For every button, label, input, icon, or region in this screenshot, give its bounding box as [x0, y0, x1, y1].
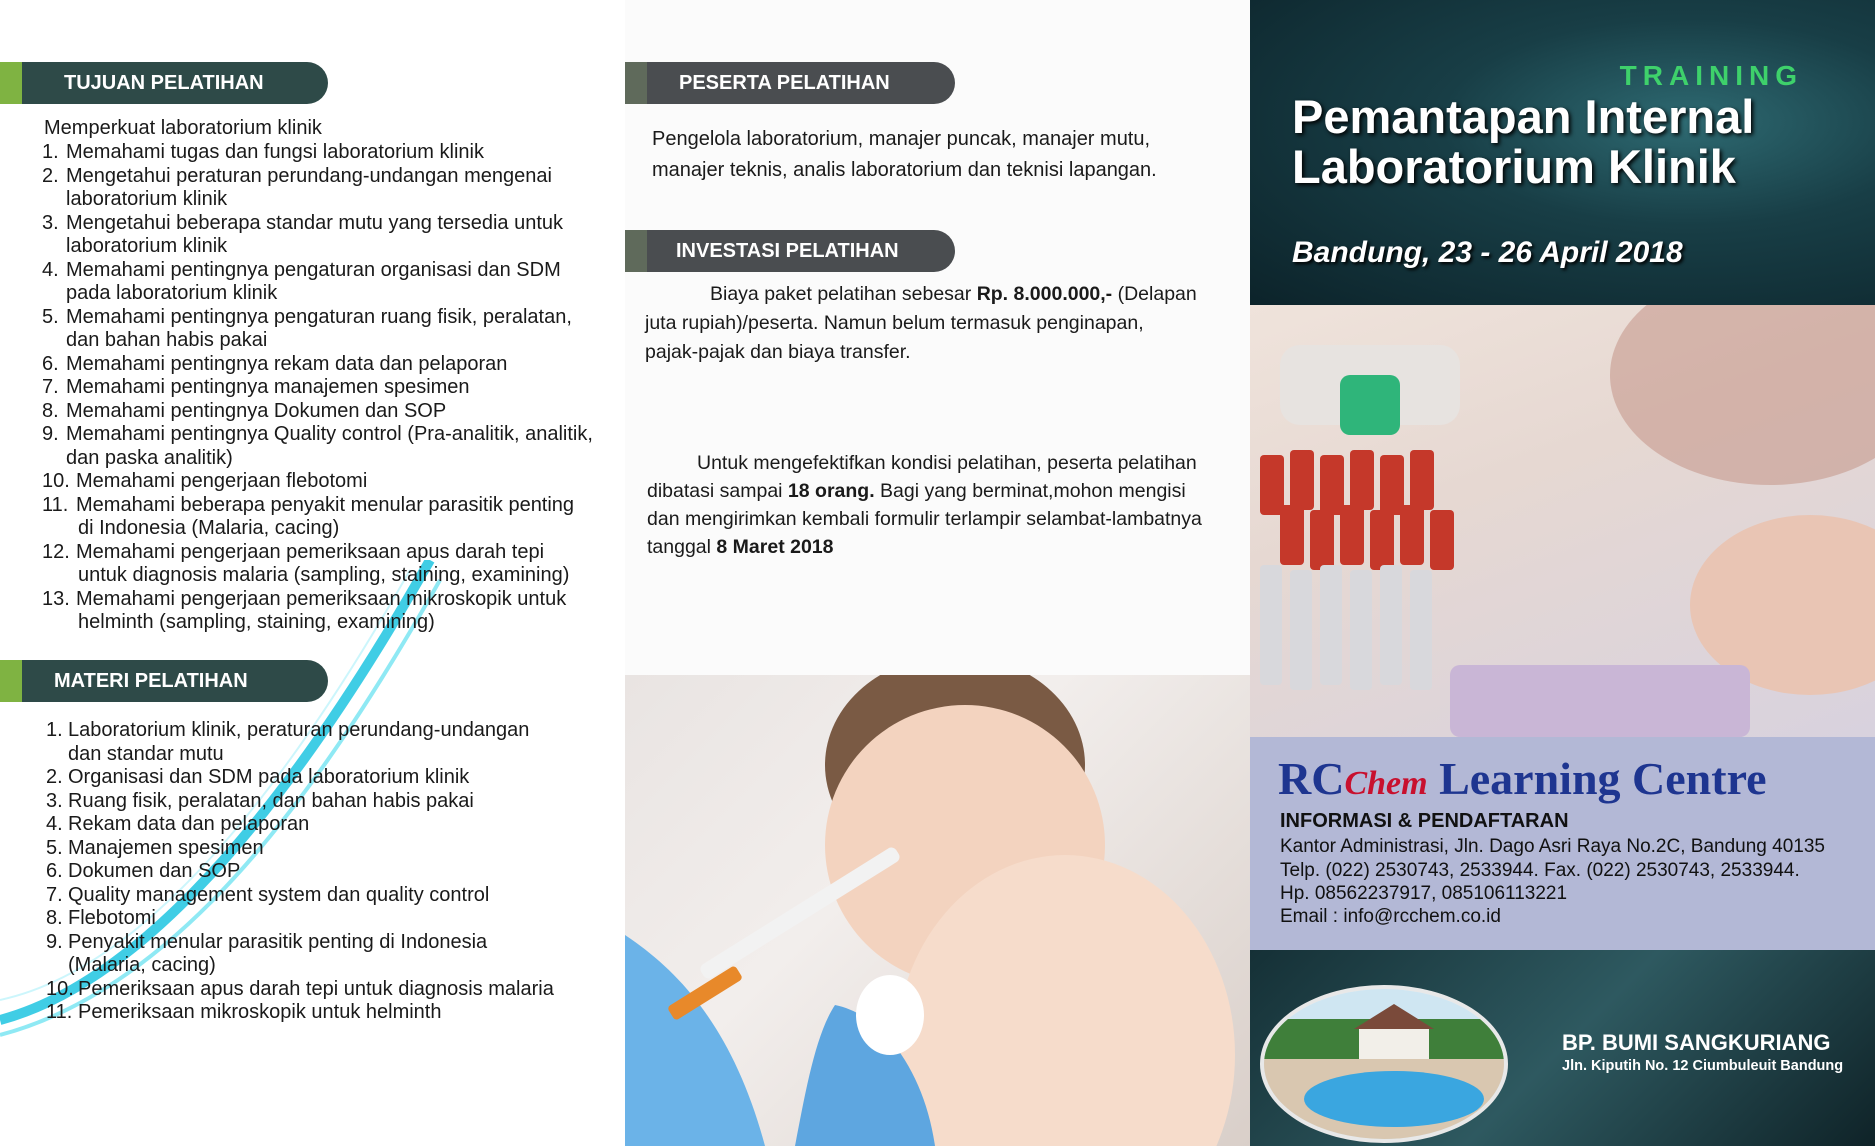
- list-item-text: Rekam data dan pelaporan: [68, 813, 310, 835]
- list-item-text: Quality management system dan quality control: [68, 883, 490, 906]
- list-item-number: 9.: [46, 930, 63, 953]
- info-phone: Telp. (022) 2530743, 2533944. Fax. (022) 2530743, 2533944.: [1280, 860, 1800, 881]
- list-item-number: 10.: [42, 470, 70, 492]
- list-item-text: Mengetahui beberapa standar mutu yang tersedia untuk: [66, 211, 564, 234]
- list-item-text: Manajemen spesimen: [68, 836, 264, 859]
- list-item-text: Memahami pengerjaan flebotomi: [76, 470, 368, 492]
- list-item-number: 11.: [42, 493, 69, 516]
- list-item-number: 3.: [42, 211, 59, 234]
- tab-stripe: [0, 62, 22, 104]
- tujuan-list: [42, 141, 622, 635]
- list-item-text: pada laboratorium klinik: [66, 282, 278, 304]
- materi-header: [0, 660, 328, 702]
- materi-list: [46, 719, 616, 1025]
- materi-title: MATERI PELATIHAN: [54, 669, 248, 692]
- list-item-text: Memahami pengerjaan pemeriksaan apus darah tepi: [76, 540, 545, 563]
- list-item-text: Ruang fisik, peralatan, dan bahan habis pakai: [68, 789, 474, 812]
- quota-line: Untuk mengefektifkan kondisi pelatihan, peserta pelatihan: [697, 452, 1197, 474]
- peserta-line: manajer teknis, analis laboratorium dan teknisi lapangan.: [652, 159, 1157, 181]
- list-item-text: Memahami tugas dan fungsi laboratorium klinik: [66, 141, 484, 163]
- investasi-quota-text: [647, 449, 1247, 561]
- brand-rest: Learning Centre: [1427, 753, 1767, 804]
- hero-banner: [1250, 0, 1875, 305]
- course-title-line: Pemantapan Internal: [1292, 90, 1755, 143]
- tab-stripe: [625, 230, 647, 272]
- list-item-text: Memahami pentingnya Quality control (Pra-analitik, analitik,: [66, 423, 593, 445]
- list-item: [42, 541, 622, 588]
- list-item-number: 11.: [46, 1001, 73, 1023]
- list-item: [42, 165, 622, 212]
- list-item-number: 7.: [46, 883, 63, 906]
- list-item: [46, 719, 616, 766]
- quota-line: dan mengirimkan kembali formulir terlampir selambat-lambatnya: [647, 508, 1202, 530]
- investasi-price-text: [645, 280, 1245, 367]
- quota-value: 18 orang.: [787, 480, 875, 502]
- list-item: [42, 423, 622, 470]
- list-item: [42, 212, 622, 259]
- list-item-text: Pemeriksaan mikroskopik untuk helminth: [78, 1001, 442, 1023]
- info-email: Email : info@rcchem.co.id: [1280, 906, 1501, 927]
- list-item: [46, 813, 616, 837]
- course-title-line: Laboratorium Klinik: [1292, 140, 1736, 193]
- list-item: [46, 978, 616, 1002]
- brand-chem: Chem: [1344, 765, 1428, 802]
- list-item-number: 2.: [46, 766, 63, 788]
- list-item-text: Memahami pentingnya pengaturan organisasi dan SDM: [66, 258, 561, 281]
- investasi-header: [625, 230, 955, 272]
- list-item: [42, 400, 622, 424]
- info-heading: INFORMASI & PENDAFTARAN: [1280, 810, 1569, 832]
- list-item: [42, 376, 622, 400]
- list-item-text: di Indonesia (Malaria, cacing): [78, 517, 340, 539]
- list-item: [42, 259, 622, 306]
- list-item-text: dan bahan habis pakai: [66, 329, 268, 351]
- panel-peserta-investasi: [625, 0, 1250, 1146]
- tab-stripe: [0, 660, 22, 702]
- list-item: [46, 884, 616, 908]
- info-address: Kantor Administrasi, Jln. Dago Asri Raya No.2C, Bandung 40135: [1280, 836, 1825, 857]
- list-item: [42, 470, 622, 494]
- list-item: [42, 141, 622, 165]
- brand-logo: [1278, 752, 1767, 805]
- investasi-title: INVESTASI PELATIHAN: [676, 239, 899, 262]
- vaccination-illustration: [625, 675, 1250, 1146]
- list-item-number: 6.: [46, 860, 63, 882]
- list-item-number: 9.: [42, 423, 59, 445]
- list-item: [46, 837, 616, 861]
- investasi-line: pajak-pajak dan biaya transfer.: [645, 341, 911, 363]
- quota-suffix: Bagi yang berminat,mohon mengisi: [874, 480, 1186, 502]
- list-item-text: laboratorium klinik: [66, 235, 228, 257]
- lab-photo: [1250, 305, 1875, 737]
- list-item: [46, 790, 616, 814]
- list-item-text: Memahami pentingnya pengaturan ruang fisik, peralatan,: [66, 305, 572, 328]
- deadline-prefix: tanggal: [647, 536, 717, 558]
- list-item: [46, 1001, 616, 1025]
- list-item-number: 7.: [42, 376, 59, 398]
- investasi-line: [645, 280, 1245, 309]
- list-item: [42, 306, 622, 353]
- list-item-text: Memahami beberapa penyakit menular parasitik penting: [76, 493, 575, 516]
- brand-rc: RC: [1278, 753, 1345, 804]
- list-item-text: dan standar mutu: [68, 742, 224, 765]
- list-item: [42, 353, 622, 377]
- list-item-text: untuk diagnosis malaria (sampling, staining, examining): [78, 564, 570, 586]
- list-item-number: 2.: [42, 164, 59, 187]
- list-item-number: 8.: [42, 399, 59, 422]
- panel-cover: [1250, 0, 1875, 1146]
- list-item-text: Memahami pentingnya manajemen spesimen: [66, 376, 470, 398]
- peserta-header: [625, 62, 955, 104]
- peserta-title: PESERTA PELATIHAN: [679, 71, 890, 94]
- list-item-number: 10.: [46, 977, 74, 1000]
- list-item-number: 6.: [42, 352, 59, 375]
- list-item-number: 1.: [42, 141, 59, 163]
- list-item-text: Memahami pengerjaan pemeriksaan mikroskopik untuk: [76, 587, 567, 610]
- list-item-text: Organisasi dan SDM pada laboratorium klinik: [68, 766, 470, 788]
- list-item-number: 8.: [46, 907, 63, 929]
- price-prefix: Biaya paket pelatihan sebesar: [710, 283, 977, 305]
- course-date: Bandung, 23 - 26 April 2018: [1292, 236, 1683, 269]
- tujuan-intro: Memperkuat laboratorium klinik: [44, 117, 322, 139]
- list-item-number: 4.: [46, 813, 63, 835]
- list-item-number: 13.: [42, 587, 70, 610]
- info-mobile: Hp. 08562237917, 085106113221: [1280, 883, 1568, 904]
- list-item: [42, 588, 622, 635]
- tujuan-header: [0, 62, 328, 104]
- price-suffix: (Delapan: [1112, 283, 1197, 305]
- list-item: [42, 494, 622, 541]
- list-item-text: Memahami pentingnya Dokumen dan SOP: [66, 399, 447, 422]
- peserta-line: Pengelola laboratorium, manajer puncak, manajer mutu,: [652, 128, 1151, 150]
- list-item-number: 5.: [46, 836, 63, 859]
- tujuan-title: TUJUAN PELATIHAN: [64, 71, 264, 94]
- list-item-number: 4.: [42, 258, 59, 281]
- list-item-text: Pemeriksaan apus darah tepi untuk diagnosis malaria: [78, 977, 554, 1000]
- venue-address: Jln. Kiputih No. 12 Ciumbuleuit Bandung: [1562, 1058, 1844, 1074]
- venue-photo: [1260, 985, 1508, 1143]
- list-item-text: Mengetahui peraturan perundang-undangan mengenai: [66, 164, 552, 187]
- list-item-text: Memahami pentingnya rekam data dan pelaporan: [66, 352, 508, 375]
- training-label: TRAINING: [1619, 60, 1803, 91]
- pool-illustration: [1264, 989, 1504, 1139]
- list-item: [46, 766, 616, 790]
- peserta-text: [652, 124, 1242, 186]
- list-item: [46, 907, 616, 931]
- venue-name: BP. BUMI SANGKURIANG: [1562, 1030, 1831, 1055]
- price-value: Rp. 8.000.000,-: [976, 283, 1113, 305]
- list-item-number: 5.: [42, 305, 59, 328]
- vaccination-photo: [625, 675, 1250, 1146]
- quota-line: [647, 533, 1247, 561]
- list-item: [46, 860, 616, 884]
- list-item-text: helminth (sampling, staining, examining): [78, 611, 435, 633]
- list-item-number: 3.: [46, 789, 63, 812]
- list-item-number: 1.: [46, 719, 63, 741]
- list-item-text: Dokumen dan SOP: [68, 860, 241, 882]
- quota-line: [647, 477, 1247, 505]
- list-item-text: (Malaria, cacing): [68, 954, 216, 976]
- quota-prefix: dibatasi sampai: [647, 480, 788, 502]
- list-item-text: laboratorium klinik: [66, 188, 228, 210]
- list-item-text: dan paska analitik): [66, 446, 233, 469]
- investasi-line: juta rupiah)/peserta. Namun belum termasuk penginapan,: [645, 312, 1144, 334]
- list-item-number: 12.: [42, 540, 70, 563]
- list-item-text: Flebotomi: [68, 907, 156, 929]
- deadline-date: 8 Maret 2018: [716, 536, 834, 558]
- lab-tubes-illustration: [1250, 305, 1875, 737]
- panel-tujuan-materi: [0, 0, 625, 1146]
- list-item-text: Penyakit menular parasitik penting di Indonesia: [68, 930, 488, 953]
- tab-stripe: [625, 62, 647, 104]
- list-item-text: Laboratorium klinik, peraturan perundang-undangan: [68, 719, 530, 741]
- list-item: [46, 931, 616, 978]
- course-title: [1292, 92, 1754, 192]
